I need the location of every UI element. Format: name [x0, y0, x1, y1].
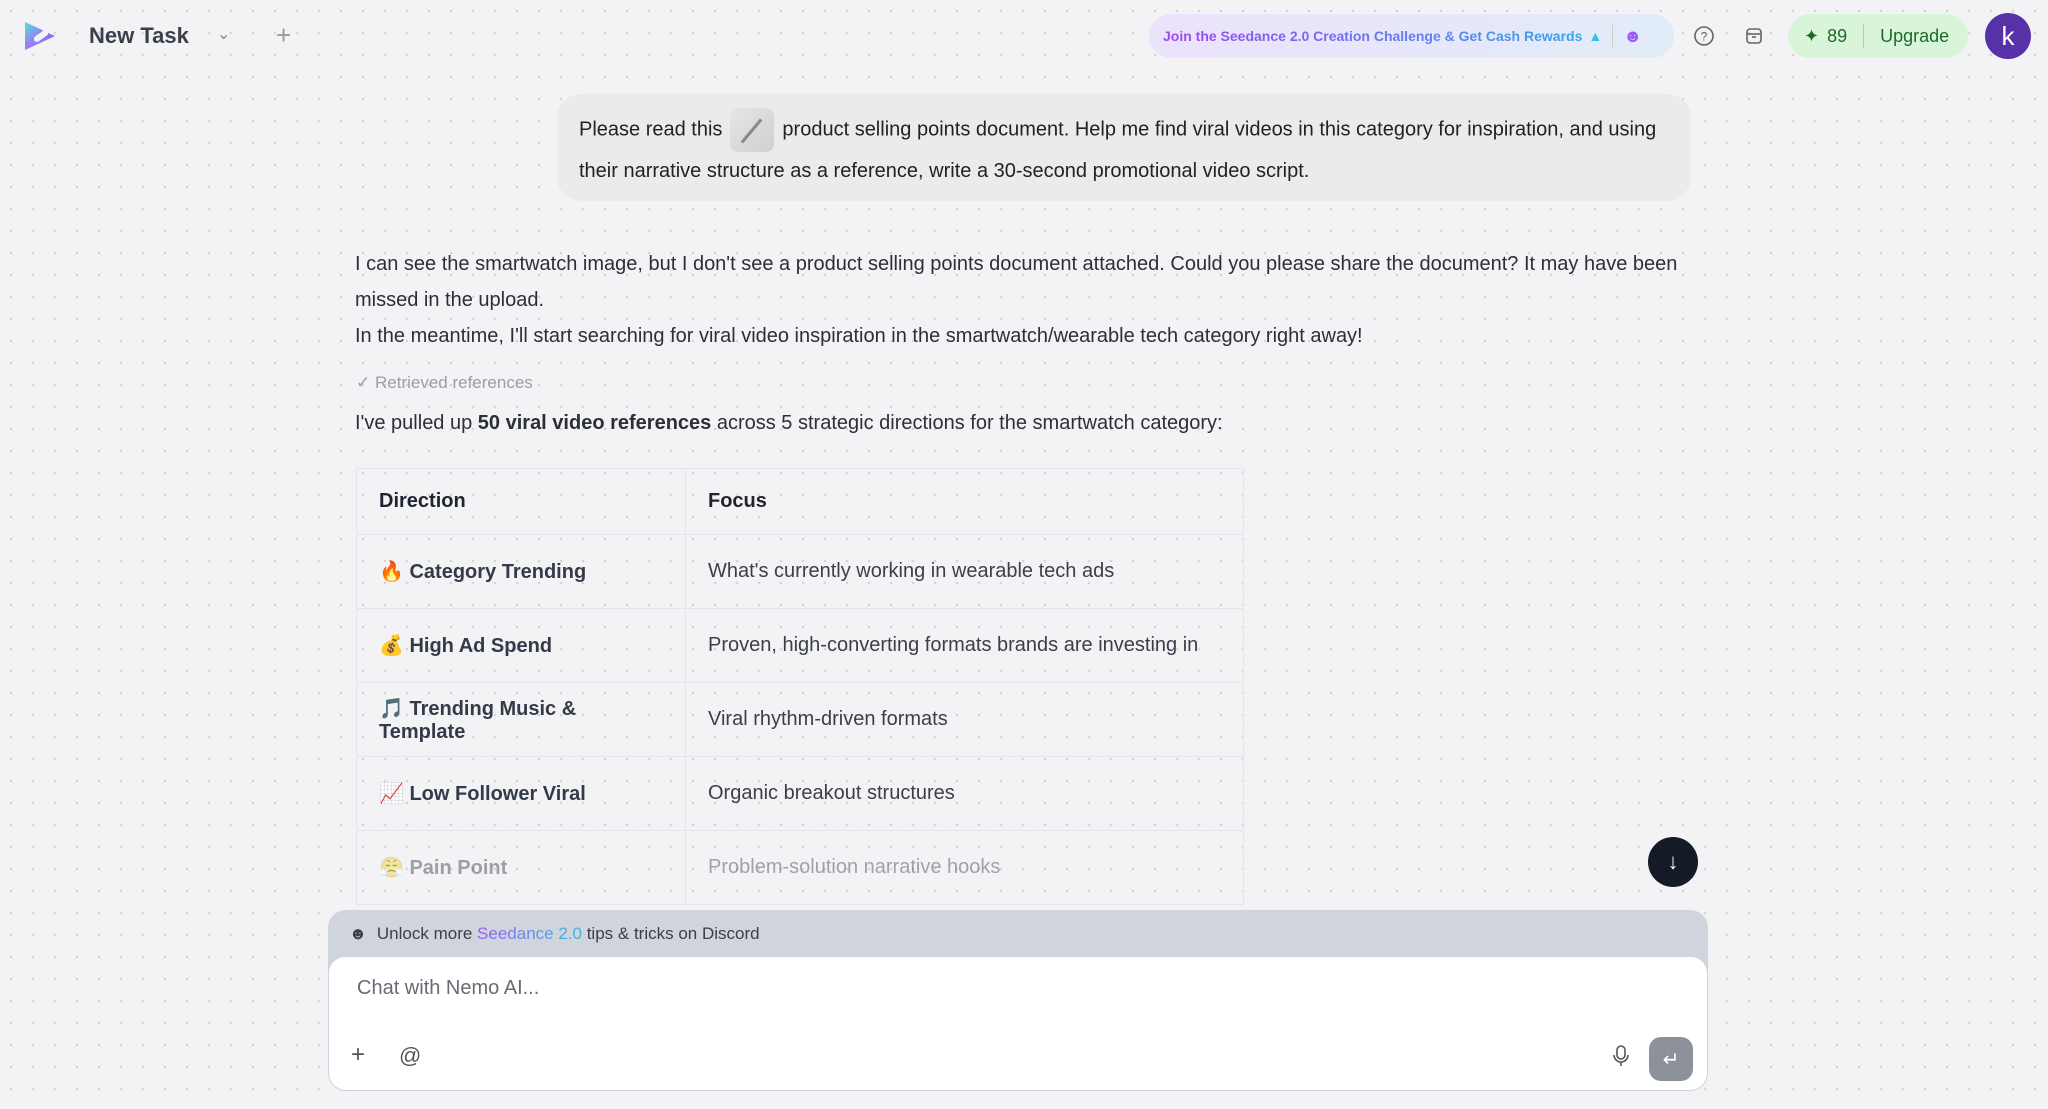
smartwatch-thumbnail[interactable] — [730, 108, 774, 152]
focus-cell: What's currently working in wearable tech ads — [686, 535, 1244, 609]
new-task-plus-icon[interactable]: + — [276, 20, 292, 50]
summary-line — [355, 412, 1223, 435]
assistant-paragraph: In the meantime, I'll start searching for viral video inspiration in the smartwatch/wearable tech category right away! — [355, 325, 1363, 347]
avatar[interactable]: k — [1985, 13, 2031, 59]
header-direction: Direction — [357, 469, 686, 535]
chat-composer — [328, 910, 1708, 1091]
discord-icon: ☻ — [349, 924, 367, 943]
user-message-text-2: product selling points document. Help me find viral videos in this category for inspiration, and using their narrative structure as a reference, write a 30-second promotional video script. — [579, 118, 1657, 182]
focus-cell: Problem-solution narrative hooks — [686, 831, 1244, 905]
music-note-icon: 🎵 — [379, 697, 404, 720]
direction-cell: Pain Point — [409, 857, 508, 879]
summary-post: across 5 strategic directions for the smartwatch category: — [711, 412, 1223, 434]
table-row — [357, 609, 1244, 683]
trophy-icon: ▲ — [1588, 28, 1603, 44]
focus-cell: Organic breakout structures — [686, 757, 1244, 831]
summary-bold: 50 viral video references — [477, 412, 712, 434]
retrieved-label: Retrieved references — [374, 373, 533, 392]
archive-icon[interactable] — [1740, 22, 1768, 50]
table-row — [357, 683, 1244, 757]
assistant-message — [355, 246, 1695, 354]
send-button[interactable] — [1649, 1037, 1693, 1081]
task-title[interactable]: New Task — [89, 23, 189, 48]
check-icon: ✓ — [356, 373, 371, 392]
direction-cell: Trending Music & Template — [379, 697, 577, 743]
credits-count: 89 — [1827, 25, 1848, 46]
retrieved-references-status[interactable] — [356, 373, 533, 393]
tip-brand-link[interactable]: Seedance 2.0 — [477, 924, 582, 943]
attach-plus-icon[interactable]: + — [351, 1041, 366, 1068]
sparkle-icon: ✦ — [1804, 25, 1820, 46]
focus-cell: Viral rhythm-driven formats — [686, 683, 1244, 757]
enter-icon: ↵ — [1662, 1048, 1680, 1071]
chat-input[interactable]: Chat with Nemo AI... — [357, 977, 540, 999]
chevron-down-icon[interactable]: ⌄ — [217, 26, 231, 43]
directions-table — [356, 468, 1244, 905]
direction-cell: Category Trending — [409, 561, 587, 583]
summary-pre: I've pulled up — [355, 412, 478, 434]
discord-tip-strip[interactable] — [329, 911, 1707, 957]
help-icon[interactable] — [1690, 22, 1718, 50]
table-row — [357, 535, 1244, 609]
chart-up-icon: 📈 — [379, 783, 404, 805]
app-logo[interactable] — [22, 18, 58, 59]
focus-cell: Proven, high-converting formats brands are investing in — [686, 609, 1244, 683]
mention-icon[interactable]: @ — [399, 1043, 422, 1068]
svg-text:?: ? — [1700, 29, 1708, 44]
arrow-down-icon: ↓ — [1667, 849, 1679, 874]
fire-icon: 🔥 — [379, 561, 404, 583]
microphone-icon[interactable] — [1613, 1045, 1629, 1072]
user-message-text-1: Please read this — [579, 118, 723, 141]
direction-cell: Low Follower Viral — [409, 783, 586, 805]
frustrated-face-icon: 😤 — [379, 857, 404, 879]
challenge-banner[interactable] — [1149, 14, 1674, 58]
user-message — [557, 94, 1691, 201]
table-header-row — [357, 469, 1244, 535]
chat-input-area[interactable] — [329, 957, 1707, 1091]
discord-icon[interactable]: ☻ — [1623, 25, 1643, 46]
banner-text: Join the Seedance 2.0 Creation Challenge & Get Cash Rewards — [1163, 28, 1583, 44]
direction-cell: High Ad Spend — [409, 635, 553, 657]
scroll-to-bottom-button[interactable] — [1648, 837, 1698, 887]
table-row — [357, 757, 1244, 831]
table-row — [357, 831, 1244, 905]
tip-pre: Unlock more — [376, 924, 473, 943]
upgrade-button[interactable]: Upgrade — [1880, 25, 1950, 46]
money-bag-icon: 💰 — [379, 635, 404, 657]
header-focus: Focus — [686, 469, 1244, 535]
credits-pill[interactable] — [1788, 14, 1968, 58]
tip-post: tips & tricks on Discord — [586, 924, 760, 943]
assistant-paragraph: I can see the smartwatch image, but I don't see a product selling points document attached. Could you please share the document? It may have been missed in the upload. — [355, 253, 1678, 311]
